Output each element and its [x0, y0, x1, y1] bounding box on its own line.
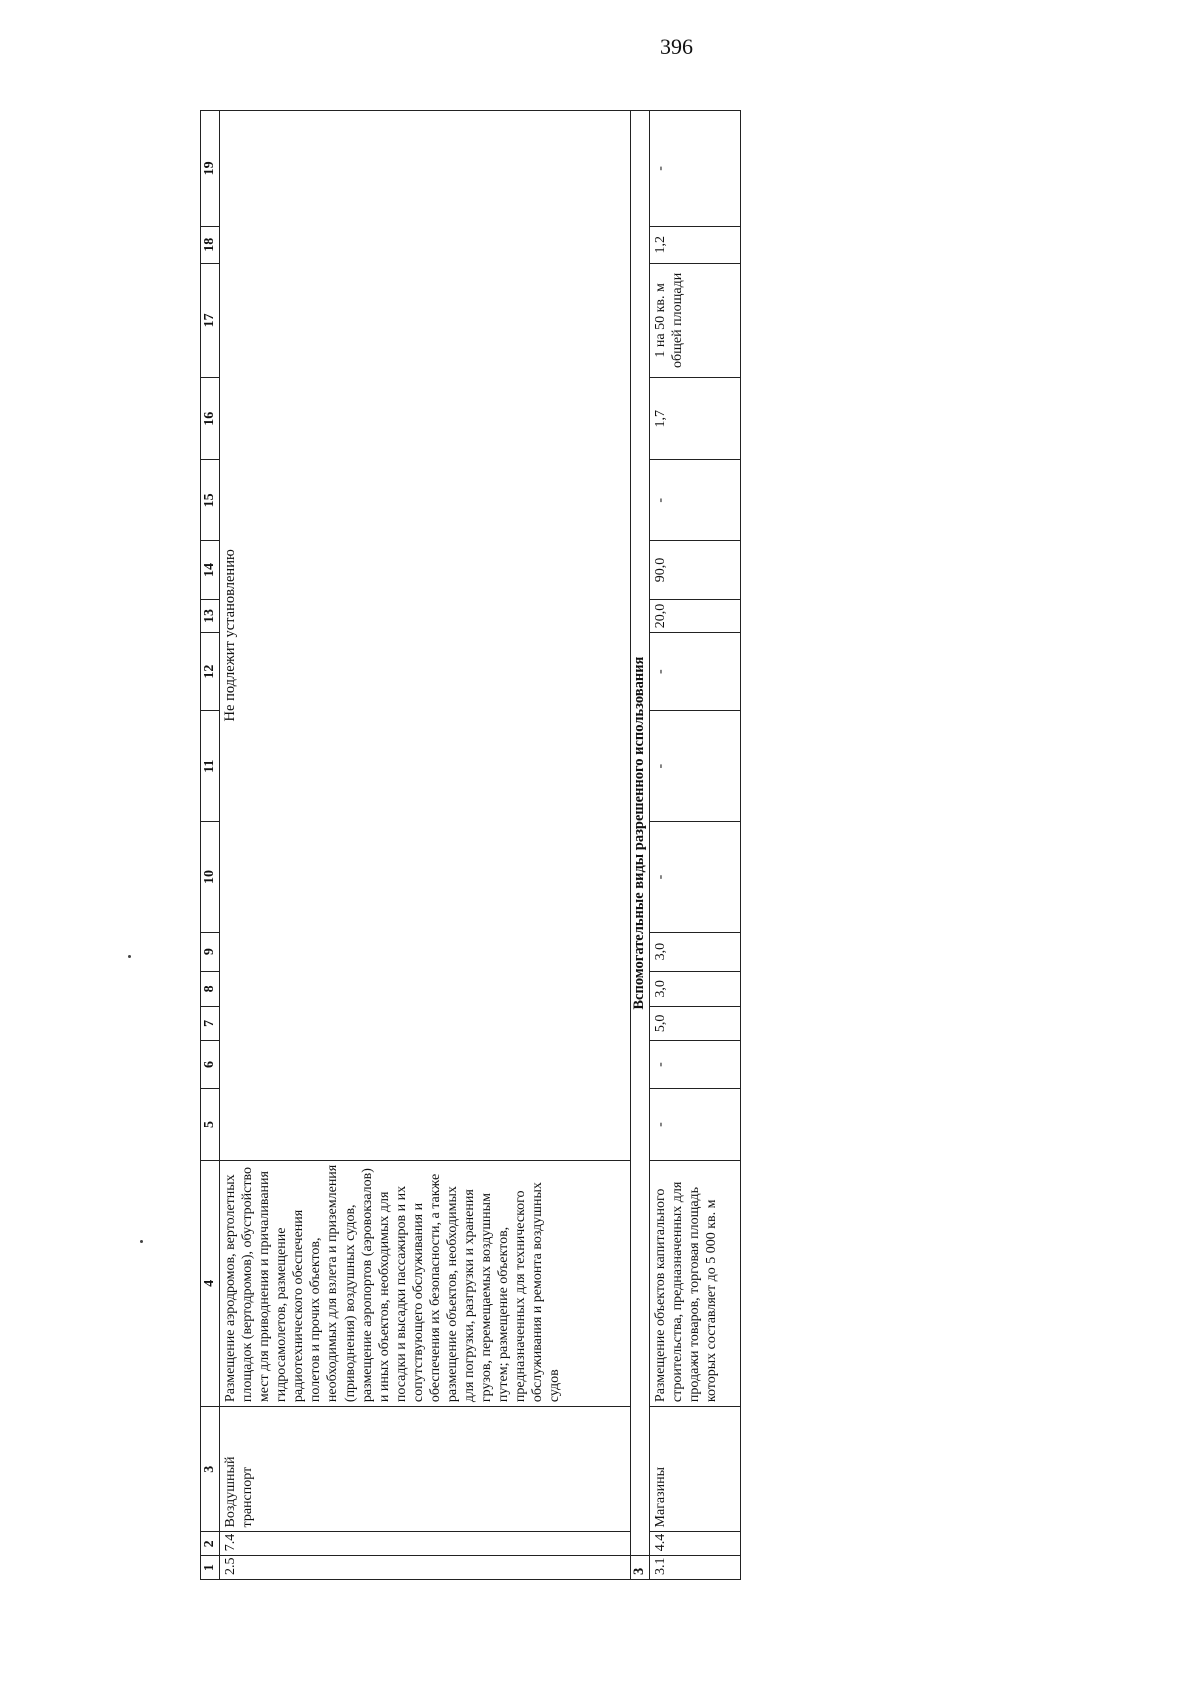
scan-speck — [140, 1240, 143, 1243]
cell-value: - — [650, 111, 741, 227]
cell-value: 3,0 — [650, 932, 741, 971]
cell-value: - — [650, 822, 741, 932]
cell-value: - — [650, 633, 741, 711]
col-num: 9 — [201, 932, 220, 971]
table-row-shops — [650, 111, 741, 1580]
section-number: 3 — [631, 1556, 650, 1580]
col-num: 19 — [201, 111, 220, 227]
use-code: 7.4 — [220, 1532, 631, 1556]
col-num: 17 — [201, 263, 220, 378]
column-number-row — [201, 111, 220, 1580]
cell-value: - — [650, 1040, 741, 1089]
zoning-parameters-table — [200, 110, 741, 1580]
col-num: 5 — [201, 1089, 220, 1160]
use-name: Магазины — [650, 1407, 741, 1532]
not-established-note: Не подлежит установлению — [220, 111, 631, 1161]
cell-value: 3,0 — [650, 971, 741, 1007]
col-num: 18 — [201, 226, 220, 263]
col-num: 13 — [201, 599, 220, 633]
col-num: 8 — [201, 971, 220, 1007]
use-name: Воздушный транспорт — [220, 1407, 631, 1532]
section-header-row — [631, 111, 650, 1580]
scan-speck — [128, 955, 131, 958]
cell-value: - — [650, 460, 741, 541]
col-num: 12 — [201, 633, 220, 711]
page-number: 396 — [660, 34, 693, 59]
col-num: 7 — [201, 1007, 220, 1041]
col-num: 10 — [201, 822, 220, 932]
cell-value: 5,0 — [650, 1007, 741, 1041]
col-num: 11 — [201, 711, 220, 822]
parking-norm: 1 на 50 кв. м общей площади — [650, 263, 741, 378]
rotated-table-wrapper — [200, 110, 770, 1580]
cell-value: 90,0 — [650, 541, 741, 599]
row-number: 2.5 — [220, 1556, 631, 1580]
row-number: 3.1 — [650, 1556, 741, 1580]
section-title: Вспомогательные виды разрешенного использования — [631, 111, 650, 1556]
cell-value: 20,0 — [650, 599, 741, 633]
use-code: 4.4 — [650, 1532, 741, 1556]
col-num: 16 — [201, 378, 220, 460]
col-num: 14 — [201, 541, 220, 599]
cell-value: 1,7 — [650, 378, 741, 460]
col-num: 6 — [201, 1040, 220, 1089]
col-num: 15 — [201, 460, 220, 541]
cell-value: 1,2 — [650, 226, 741, 263]
table-row-air-transport — [220, 111, 631, 1580]
use-description: Размещение объектов капитального строительства, предназначенных для продажи товаров, торговая площадь которых составляет до 5 000 кв. м — [650, 1160, 741, 1406]
cell-value: - — [650, 711, 741, 822]
cell-value: - — [650, 1089, 741, 1160]
col-num: 4 — [201, 1160, 220, 1406]
col-num: 1 — [201, 1556, 220, 1580]
use-description: Размещение аэродромов, вертолетных площадок (вертодромов), обустройство мест для приводнения и причаливания гидросамолетов, размещение радиотехнического обеспечения полетов и прочих объектов, необходимых для взлета и приземления (приводнения) воздушных судов, размещение аэропортов (аэровокзалов) и иных объектов, необходимых для посадки и высадки пассажиров и их сопутствующего обслуживания и обеспечения их безопасности, а также размещение объектов, необходимых для погрузки, разгрузки и хранения грузов, перемещаемых воздушным путем; размещение объектов, предназначенных для технического обслуживания и ремонта воздушных судов — [220, 1160, 631, 1406]
col-num: 2 — [201, 1532, 220, 1556]
col-num: 3 — [201, 1407, 220, 1532]
